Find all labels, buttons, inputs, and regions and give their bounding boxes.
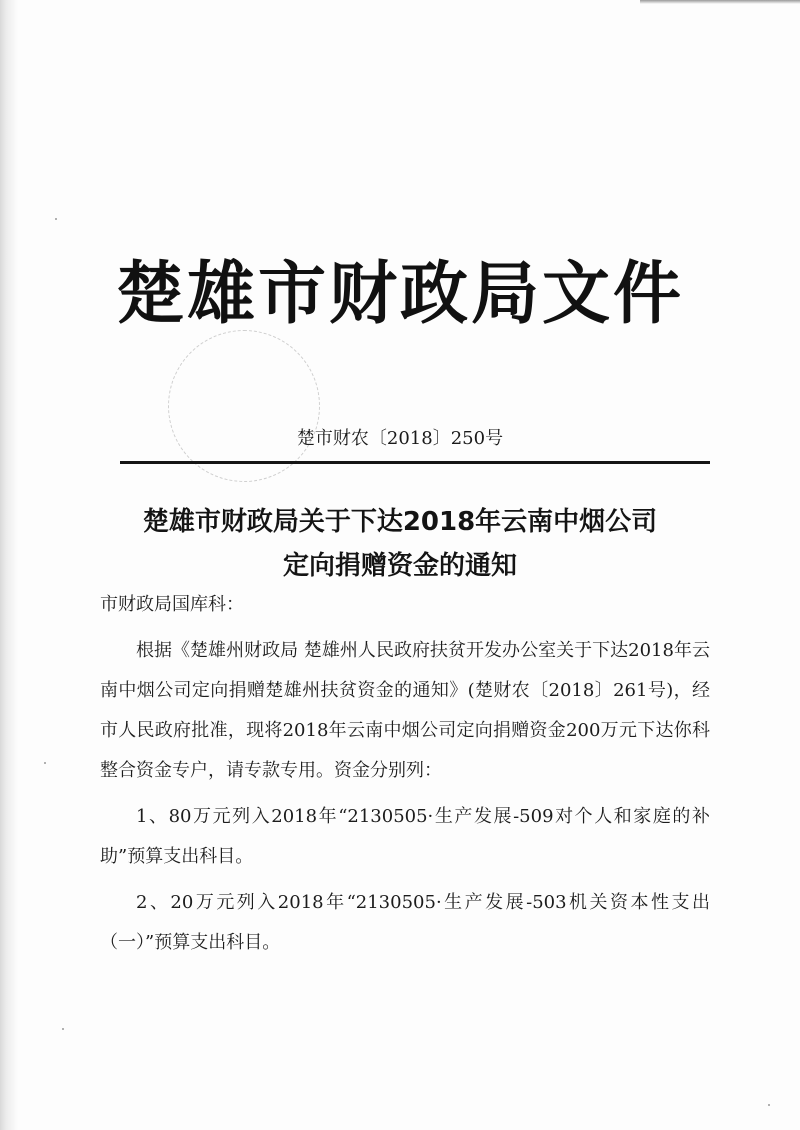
notice-subject xyxy=(60,500,740,588)
scan-left-edge xyxy=(0,0,18,1130)
faint-seal-stamp xyxy=(168,330,320,482)
header-divider xyxy=(120,461,710,464)
salutation: 市财政局国库科： xyxy=(100,594,244,615)
scan-top-edge xyxy=(640,0,800,4)
notice-body xyxy=(100,585,710,969)
list-item: 2、20万元列入2018年“2130505·生产发展-503机关资本性支出（一）”预算支出科目。 xyxy=(100,892,710,953)
scan-speck xyxy=(768,1104,770,1106)
scan-speck xyxy=(62,1028,64,1030)
list-item: 1、80万元列入2018年“2130505·生产发展-509对个人和家庭的补助”预算支出科目。 xyxy=(100,806,710,867)
scan-speck xyxy=(44,762,46,764)
body-paragraph: 根据《楚雄州财政局 楚雄州人民政府扶贫开发办公室关于下达2018年云南中烟公司定向捐赠楚雄州扶贫资金的通知》(楚财农〔2018〕261号)，经市人民政府批准，现将2018年云南中烟公司定向捐赠资金200万元下达你科整合资金专户，请专款专用。资金分别列： xyxy=(100,640,710,781)
subject-line-2: 定向捐赠资金的通知 xyxy=(282,551,517,581)
subject-line-1: 楚雄市财政局关于下达2018年云南中烟公司 xyxy=(142,507,658,537)
document-heading: 楚雄市财政局文件 xyxy=(115,255,684,334)
scan-speck xyxy=(55,218,57,220)
document-number: 楚市财农〔2018〕250号 xyxy=(296,428,504,449)
